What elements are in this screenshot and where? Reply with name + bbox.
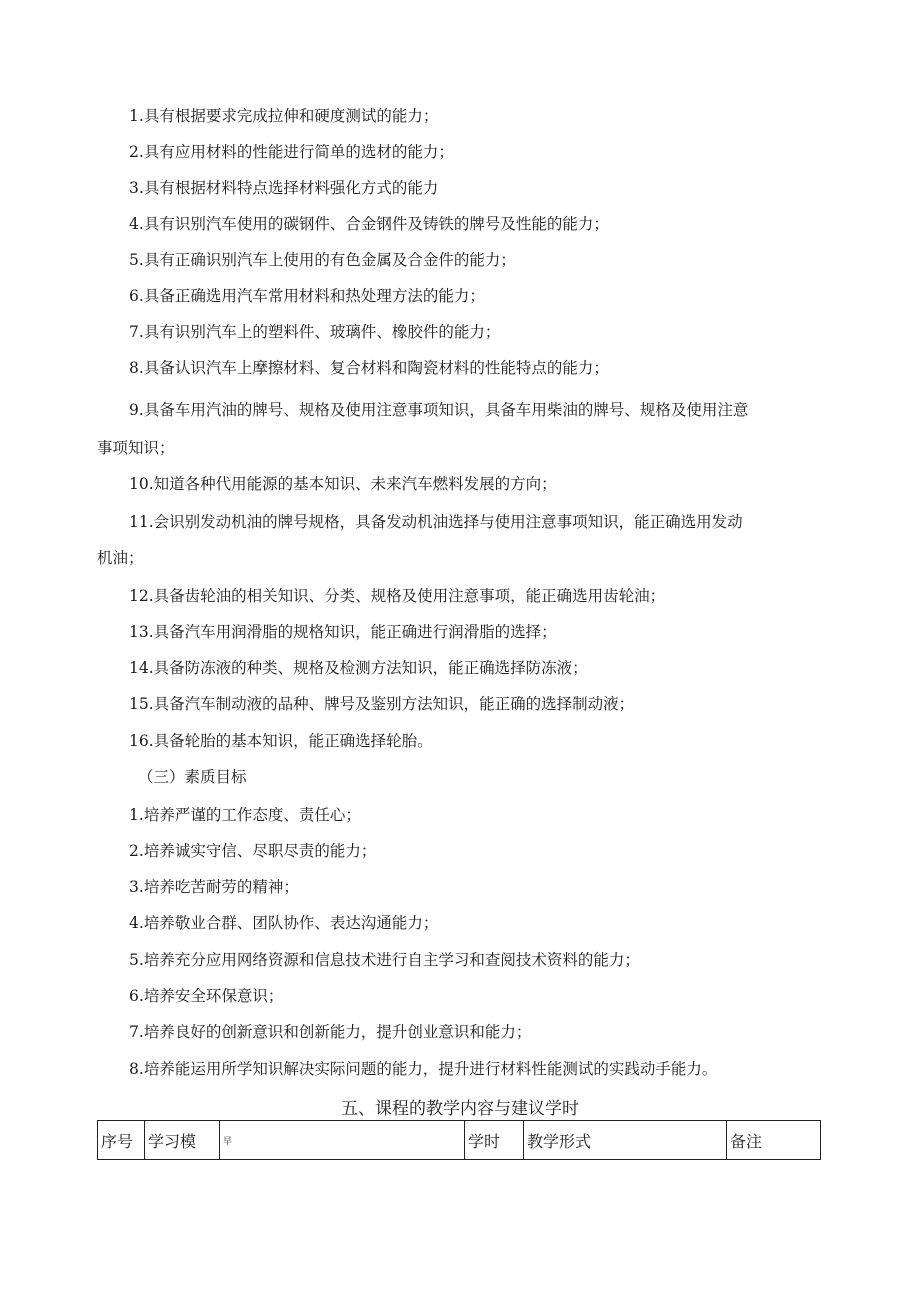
ability-item: 11.会识别发动机油的牌号规格，具备发动机油选择与使用注意事项知识，能正确选用发动 [129, 513, 743, 531]
quality-item: 8.培养能运用所学知识解决实际问题的能力，提升进行材料性能测试的实践动手能力。 [129, 1060, 718, 1078]
ability-item: 9.具备车用汽油的牌号、规格及使用注意事项知识，具备车用柴油的牌号、规格及使用注意 [129, 401, 749, 419]
header-cell-content: 早 [220, 1121, 465, 1160]
quality-item: 3.培养吃苦耐劳的精神； [129, 878, 299, 896]
quality-item: 1.培养严谨的工作态度、责任心； [129, 806, 361, 824]
ability-item: 2.具有应用材料的性能进行简单的选材的能力； [129, 143, 454, 161]
header-cell-remark: 备注 [727, 1121, 821, 1160]
ability-item: 8.具备认识汽车上摩擦材料、复合材料和陶瓷材料的性能特点的能力； [129, 359, 609, 377]
course-table [97, 1120, 821, 1160]
ability-item: 3.具有根据材料特点选择材料强化方式的能力 [129, 179, 439, 197]
ability-item: 12.具备齿轮油的相关知识、分类、规格及使用注意事项，能正确选用齿轮油； [129, 587, 666, 605]
ability-item: 13.具备汽车用润滑脂的规格知识，能正确进行润滑脂的选择； [129, 623, 557, 641]
ability-item: 1.具有根据要求完成拉伸和硬度测试的能力； [129, 107, 439, 125]
section-heading: （三）素质目标 [138, 768, 247, 786]
ability-item: 6.具备正确选用汽车常用材料和热处理方法的能力； [129, 287, 485, 305]
ability-item: 16.具备轮胎的基本知识，能正确选择轮胎。 [129, 732, 433, 750]
ability-item: 7.具有识别汽车上的塑料件、玻璃件、橡胶件的能力； [129, 323, 501, 341]
header-cell-seq: 序号 [98, 1121, 145, 1160]
section-title: 五、课程的教学内容与建议学时 [341, 1099, 579, 1119]
header-cell-hours: 学时 [465, 1121, 524, 1160]
ability-item: 4.具有识别汽车使用的碳钢件、合金钢件及铸铁的牌号及性能的能力； [129, 215, 609, 233]
quality-item: 5.培养充分应用网络资源和信息技术进行自主学习和查阅技术资料的能力； [129, 951, 640, 969]
quality-item: 7.培养良好的创新意识和创新能力，提升创业意识和能力； [129, 1023, 532, 1041]
quality-item: 2.培养诚实守信、尽职尽责的能力； [129, 842, 377, 860]
table-header-row [98, 1121, 821, 1160]
ability-item-continuation: 机油； [97, 549, 144, 567]
quality-item: 6.培养安全环保意识； [129, 987, 284, 1005]
header-cell-module: 学习模 [145, 1121, 220, 1160]
header-cell-form: 教学形式 [524, 1121, 727, 1160]
ability-item: 15.具备汽车制动液的品种、牌号及鉴别方法知识，能正确的选择制动液； [129, 695, 635, 713]
ability-item: 5.具有正确识别汽车上使用的有色金属及合金件的能力； [129, 251, 516, 269]
ability-item: 10.知道各种代用能源的基本知识、未来汽车燃料发展的方向； [129, 475, 557, 493]
quality-item: 4.培养敬业合群、团队协作、表达沟通能力； [129, 914, 439, 932]
ability-item: 14.具备防冻液的种类、规格及检测方法知识，能正确选择防冻液； [129, 659, 588, 677]
ability-item-continuation: 事项知识； [97, 439, 175, 457]
